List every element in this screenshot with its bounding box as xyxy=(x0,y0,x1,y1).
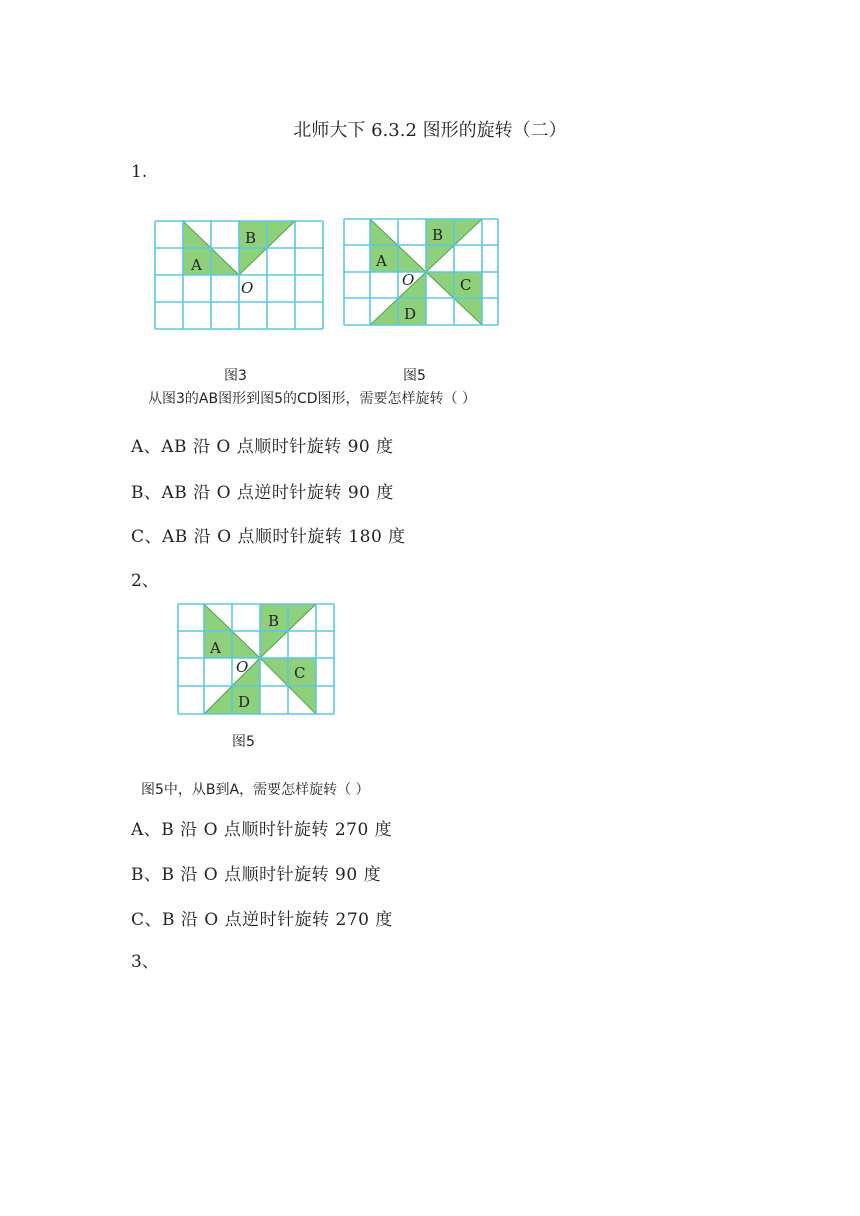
question-2-option-c: C、B 沿 O 点逆时针旋转 270 度 xyxy=(131,910,393,930)
question-2-option-b: B、B 沿 O 点顺时针旋转 90 度 xyxy=(131,865,382,885)
label-o: O xyxy=(402,271,415,289)
label-a: A xyxy=(191,256,202,274)
label-c: C xyxy=(460,276,472,294)
label-a: A xyxy=(210,639,221,657)
question-2-prompt: 图5中，从B到A，需要怎样旋转（ ） xyxy=(141,782,370,798)
figure-5 xyxy=(176,602,336,716)
label-d: D xyxy=(404,305,417,323)
question-1-prompt: 从图3的AB图形到图5的CD图形，需要怎样旋转（ ） xyxy=(148,391,477,407)
page-title: 北师大下 6.3.2 图形的旋转（二） xyxy=(293,120,567,141)
question-1-number: 1. xyxy=(131,162,148,182)
label-o: O xyxy=(236,658,249,676)
label-b: B xyxy=(432,226,444,244)
label-b: B xyxy=(245,229,257,247)
label-a: A xyxy=(376,252,387,270)
caption-figure-3: 图3 xyxy=(224,368,247,384)
question-2-option-a: A、B 沿 O 点顺时针旋转 270 度 xyxy=(131,820,393,840)
figure-3 xyxy=(155,219,325,331)
question-1-option-a: A、AB 沿 O 点顺时针旋转 90 度 xyxy=(131,437,394,457)
question-1-option-c: C、AB 沿 O 点顺时针旋转 180 度 xyxy=(131,527,406,547)
label-c: C xyxy=(294,664,306,682)
label-d: D xyxy=(238,693,251,711)
question-2-number: 2、 xyxy=(131,571,159,591)
question-3-number: 3、 xyxy=(131,952,159,972)
label-b: B xyxy=(268,612,280,630)
label-o: O xyxy=(241,279,254,297)
caption-figure-5: 图5 xyxy=(232,734,255,750)
caption-figure-5: 图5 xyxy=(403,368,426,384)
figure-5 xyxy=(342,217,500,330)
question-1-option-b: B、AB 沿 O 点逆时针旋转 90 度 xyxy=(131,483,394,503)
